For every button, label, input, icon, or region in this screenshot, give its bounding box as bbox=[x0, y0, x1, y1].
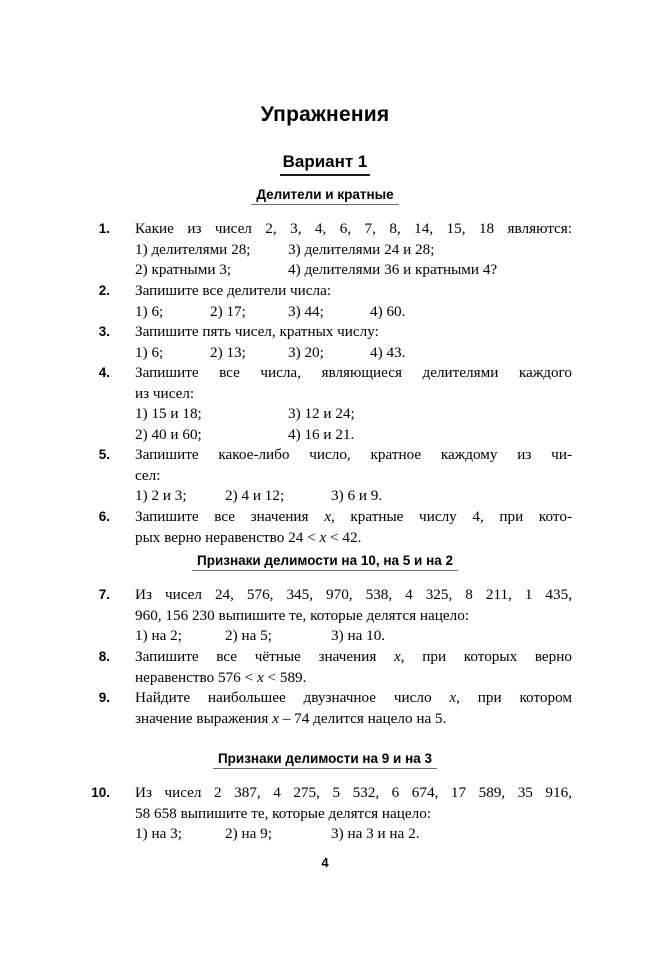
exercise-body bbox=[135, 322, 572, 363]
exercise-body bbox=[135, 647, 572, 688]
exercise-subitem-row bbox=[135, 404, 572, 425]
exercise-4 bbox=[80, 363, 572, 445]
lead-text-post: , при котором bbox=[456, 689, 572, 706]
lead-text-pre: неравенство 576 < bbox=[135, 668, 257, 686]
exercise-body bbox=[135, 585, 572, 647]
subitem: 3) на 3 и на 2. bbox=[331, 825, 420, 843]
exercise-lead-cont bbox=[135, 709, 572, 730]
subitem: 3) 20; bbox=[288, 343, 324, 361]
exercise-subitem-row bbox=[135, 302, 572, 323]
lead-text-post: , кратные числу 4, при кото- bbox=[330, 508, 573, 525]
exercise-subitem-row bbox=[135, 824, 572, 845]
exercise-body bbox=[135, 363, 572, 445]
exercise-number: 8. bbox=[98, 649, 110, 664]
lead-text-pre: Запишите все чётные значения bbox=[135, 648, 395, 665]
exercise-lead: Запишите все делители числа: bbox=[135, 282, 332, 299]
exercise-body bbox=[135, 507, 572, 548]
exercise-lead: Какие из чисел 2, 3, 4, 6, 7, 8, 14, 15, 18 являются: bbox=[135, 220, 572, 237]
exercise-1 bbox=[80, 219, 572, 281]
subitem: 4) 16 и 21. bbox=[288, 425, 355, 443]
subitem: 1) 2 и 3; bbox=[135, 487, 187, 505]
lead-text-pre: Запишите все значения bbox=[135, 508, 325, 525]
lead-text-pre: рых верно неравенство 24 < bbox=[135, 528, 320, 546]
exercise-lead bbox=[135, 688, 572, 709]
lead-text-post: – 74 делится нацело на 5. bbox=[278, 709, 447, 727]
lead-text-pre: значение выражения bbox=[135, 709, 273, 727]
subitem: 4) 43. bbox=[370, 343, 406, 361]
subitem: 1) 6; bbox=[135, 343, 164, 361]
exercise-6 bbox=[80, 507, 572, 548]
exercise-3 bbox=[80, 322, 572, 363]
section-heading-text: Признаки делимости на 10, на 5 и на 2 bbox=[192, 553, 458, 571]
exercise-lead bbox=[135, 507, 572, 528]
section-heading-divisors bbox=[0, 187, 650, 205]
exercise-subitem-row bbox=[135, 260, 572, 281]
subitem: 3) 6 и 9. bbox=[331, 487, 383, 505]
exercise-number: 10. bbox=[91, 785, 110, 800]
exercise-lead-cont: 960, 156 230 выпишите те, которые делятся нацело: bbox=[135, 606, 470, 624]
exercise-lead-cont: из чисел: bbox=[135, 384, 195, 402]
section-heading-text: Делители и кратные bbox=[251, 187, 398, 205]
exercise-5 bbox=[80, 445, 572, 507]
exercise-number: 9. bbox=[98, 690, 110, 705]
section-heading-divisibility-9-3 bbox=[0, 751, 650, 769]
subitem: 2) на 5; bbox=[225, 627, 272, 645]
page-title: Упражнения bbox=[260, 103, 390, 126]
exercise-10 bbox=[80, 783, 572, 845]
exercise-7 bbox=[80, 585, 572, 647]
exercise-body bbox=[135, 688, 572, 729]
exercise-lead: Из чисел 24, 576, 345, 970, 538, 4 325, 8 211, 1 435, bbox=[135, 586, 572, 603]
subitem: 4) 60. bbox=[370, 302, 406, 320]
subitem: 2) 4 и 12; bbox=[225, 487, 285, 505]
variable-x: x bbox=[449, 689, 457, 706]
subitem: 2) кратными 3; bbox=[135, 261, 232, 279]
exercise-subitem-row bbox=[135, 240, 572, 261]
section-heading-divisibility-10-5-2 bbox=[0, 553, 650, 571]
exercise-lead: Из чисел 2 387, 4 275, 5 532, 6 674, 17 589, 35 916, bbox=[135, 784, 572, 801]
exercise-8 bbox=[80, 647, 572, 688]
exercise-lead: Запишите какое-либо число, кратное каждому из чи- bbox=[135, 446, 572, 463]
exercise-subitem-row bbox=[135, 343, 572, 364]
exercise-number: 3. bbox=[98, 324, 110, 339]
variable-x: x bbox=[272, 709, 279, 727]
lead-text-post: < 589. bbox=[263, 668, 307, 686]
lead-text-post: , при которых верно bbox=[400, 648, 572, 665]
exercise-2 bbox=[80, 281, 572, 322]
subitem: 1) на 3; bbox=[135, 825, 182, 843]
exercise-number: 7. bbox=[98, 587, 110, 602]
subitem: 1) на 2; bbox=[135, 627, 182, 645]
variant-title-text: Вариант 1 bbox=[280, 152, 371, 176]
exercise-subitem-row bbox=[135, 486, 572, 507]
lead-text-pre: Найдите наибольшее двузначное число bbox=[135, 689, 450, 706]
variable-x: x bbox=[324, 508, 331, 525]
exercise-number: 5. bbox=[98, 447, 110, 462]
subitem: 3) 44; bbox=[288, 302, 324, 320]
exercise-body bbox=[135, 783, 572, 845]
exercise-lead-cont: 58 658 выпишите те, которые делятся нацело: bbox=[135, 804, 432, 822]
exercise-lead bbox=[135, 647, 572, 668]
variant-title bbox=[0, 152, 650, 176]
section-heading-text: Признаки делимости на 9 и на 3 bbox=[213, 751, 437, 769]
exercise-number: 2. bbox=[98, 283, 110, 298]
subitem: 3) на 10. bbox=[331, 627, 386, 645]
exercise-body bbox=[135, 445, 572, 507]
subitem: 2) 13; bbox=[210, 343, 246, 361]
exercise-lead-cont bbox=[135, 528, 572, 549]
subitem: 1) 6; bbox=[135, 302, 164, 320]
variable-x: x bbox=[394, 648, 401, 665]
subitem: 3) делителями 24 и 28; bbox=[288, 240, 435, 258]
exercise-9 bbox=[80, 688, 572, 729]
subitem: 1) делителями 28; bbox=[135, 240, 251, 258]
exercise-subitem-row bbox=[135, 425, 572, 446]
subitem: 4) делителями 36 и кратными 4? bbox=[288, 261, 498, 279]
exercise-lead: Запишите пять чисел, кратных числу: bbox=[135, 323, 379, 340]
page-number: 4 bbox=[321, 855, 329, 870]
subitem: 2) 40 и 60; bbox=[135, 425, 202, 443]
lead-text-post: < 42. bbox=[326, 528, 362, 546]
exercise-body bbox=[135, 219, 572, 281]
exercise-lead: Запишите все числа, являющиеся делителями каждого bbox=[135, 364, 572, 381]
exercise-number: 6. bbox=[98, 509, 110, 524]
exercise-body bbox=[135, 281, 572, 322]
variable-x: x bbox=[256, 668, 264, 686]
exercise-lead-cont: сел: bbox=[135, 466, 161, 484]
subitem: 2) на 9; bbox=[225, 825, 272, 843]
subitem: 2) 17; bbox=[210, 302, 246, 320]
exercise-number: 1. bbox=[98, 221, 110, 236]
variable-x: x bbox=[319, 528, 327, 546]
exercise-number: 4. bbox=[98, 365, 110, 380]
subitem: 1) 15 и 18; bbox=[135, 405, 202, 423]
exercise-subitem-row bbox=[135, 626, 572, 647]
subitem: 3) 12 и 24; bbox=[288, 405, 355, 423]
exercise-lead-cont bbox=[135, 668, 572, 689]
